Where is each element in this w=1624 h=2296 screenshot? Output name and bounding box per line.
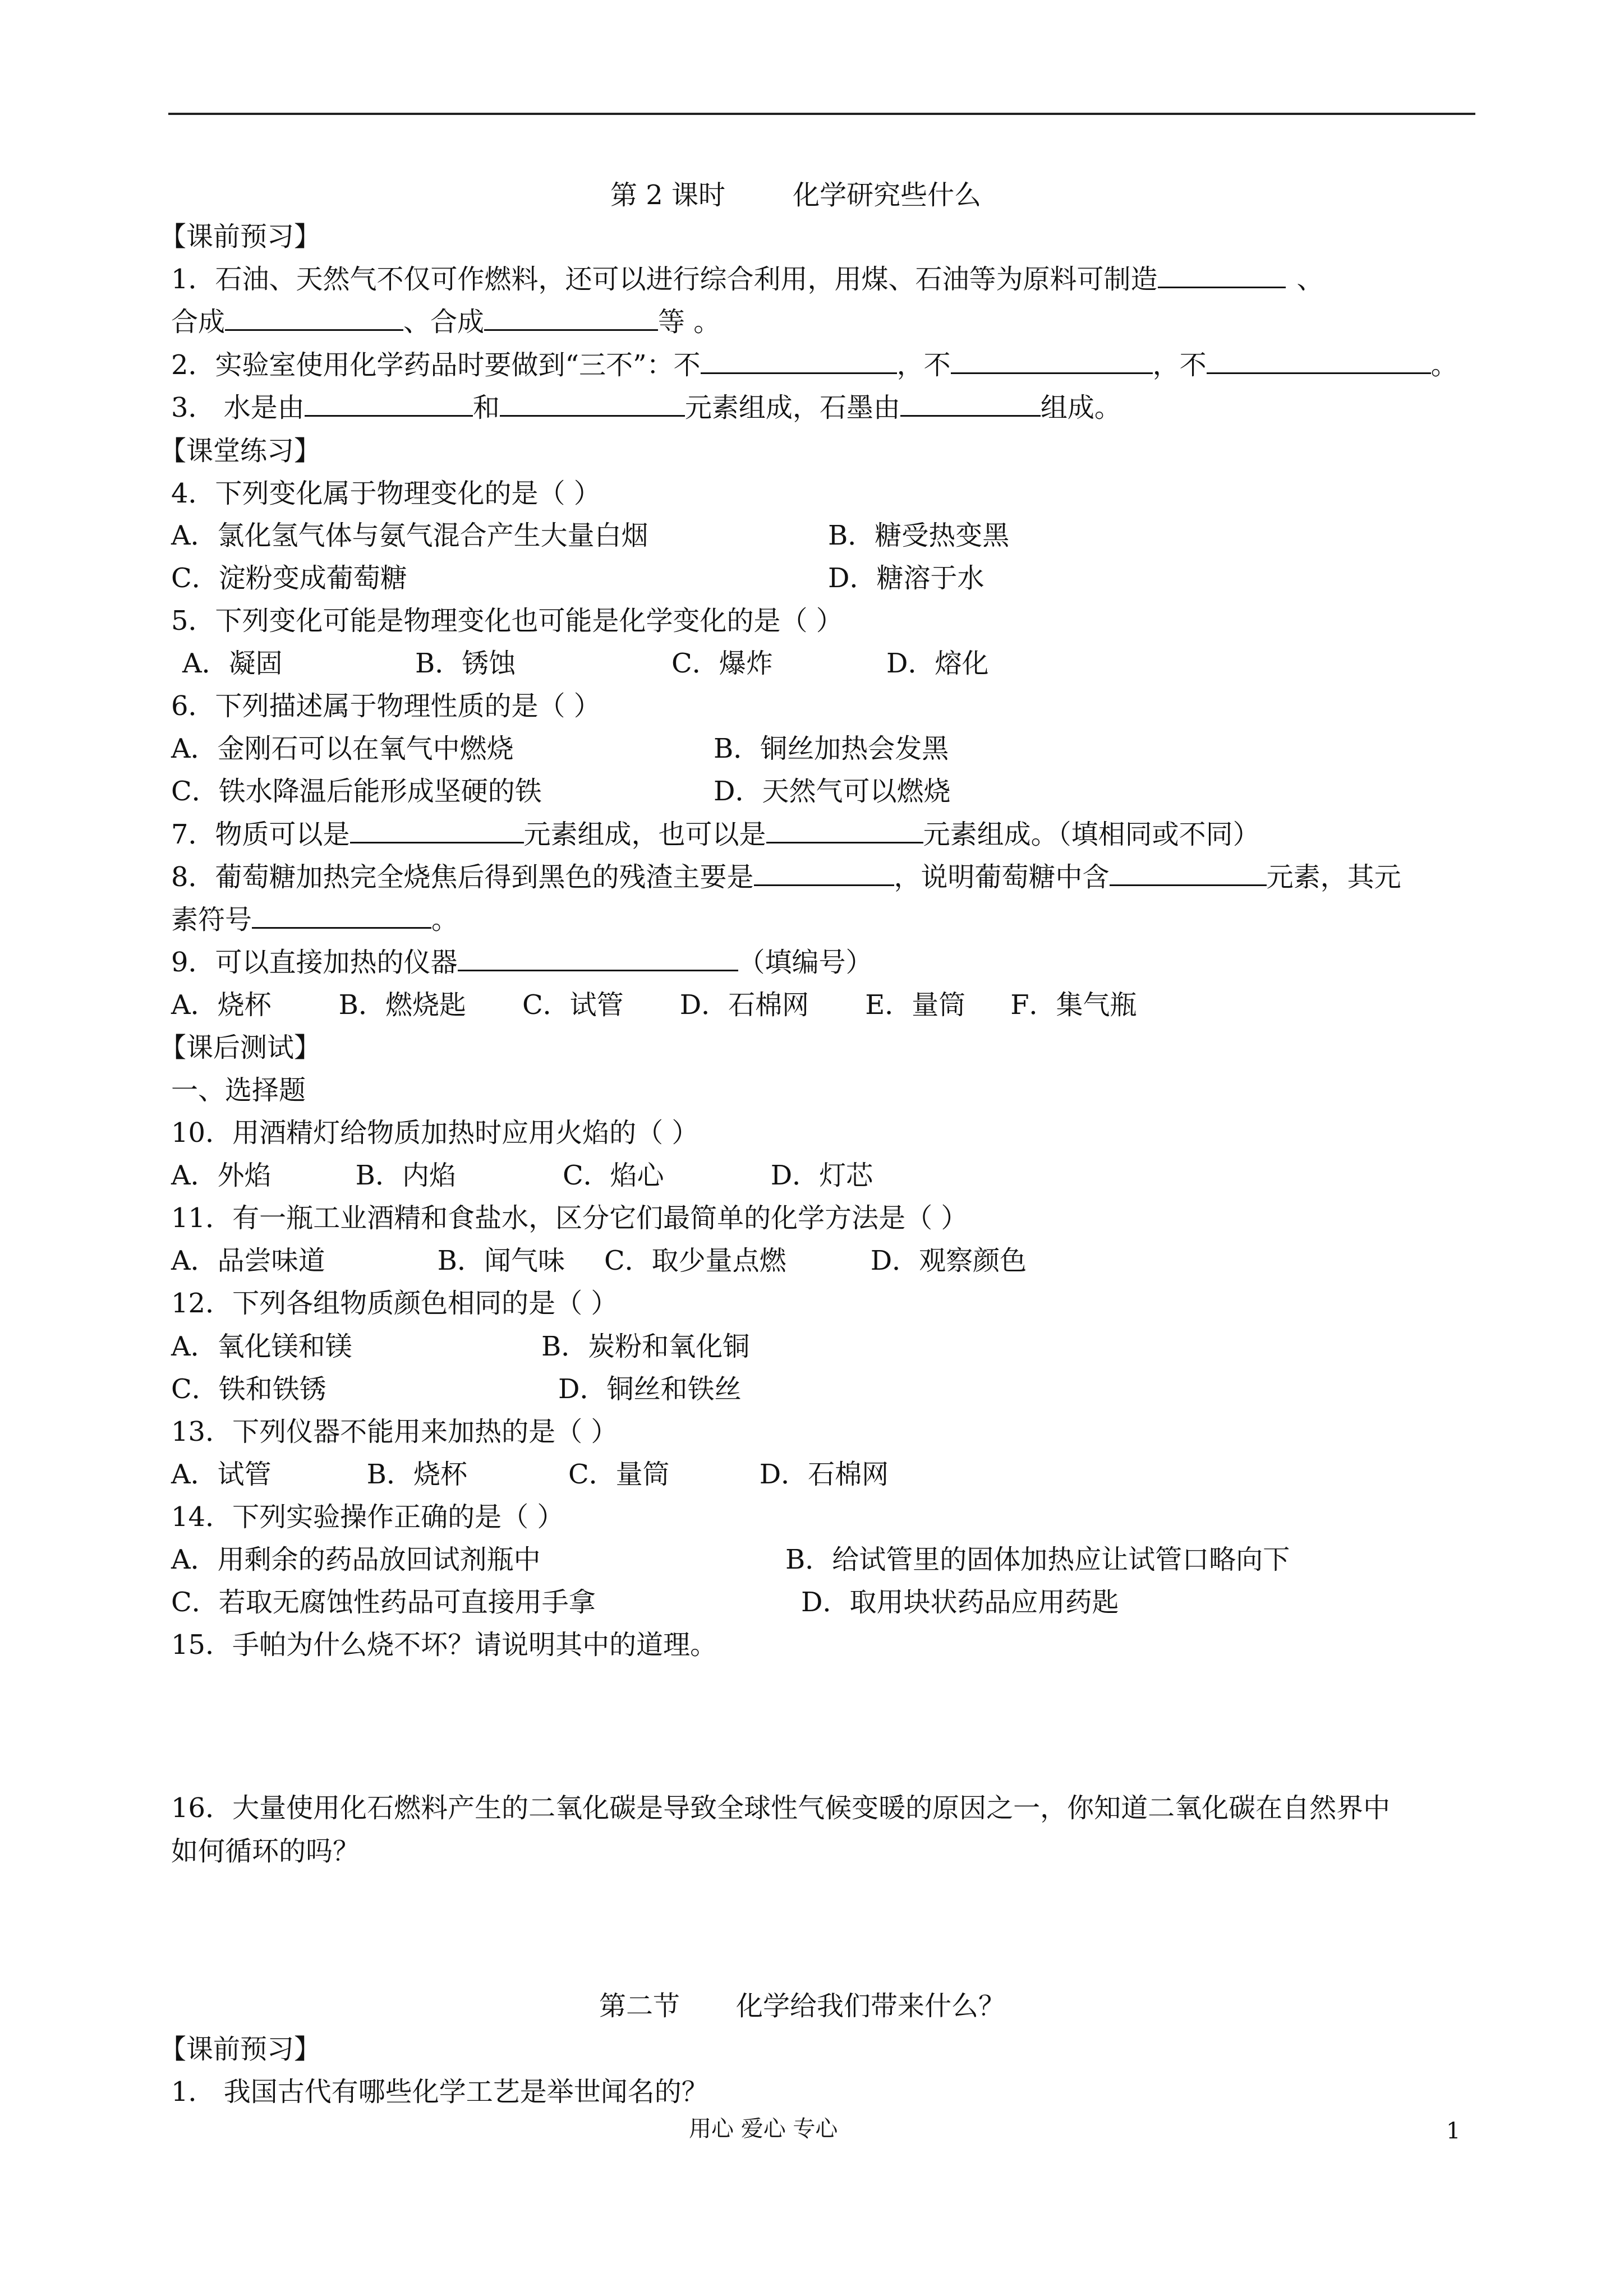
question-16-line-1: 16．大量使用化石燃料产生的二氧化碳是导致全球性气候变暖的原因之一，你知道二氧化碳在自然界中	[171, 1792, 1391, 1824]
question-4-stem: 4．下列变化属于物理变化的是（ ）	[171, 478, 601, 509]
question-7	[171, 817, 1260, 852]
q2-blank-3[interactable]	[1207, 348, 1431, 374]
q9-option-e: E．量筒	[865, 989, 966, 1021]
question-1-line-2	[171, 305, 720, 339]
question-13-stem: 13．下列仪器不能用来加热的是（ ）	[171, 1416, 618, 1447]
q8-blank-3[interactable]	[252, 902, 431, 929]
q1-text-a: 1．石油、天然气不仅可作燃料，还可以进行综合利用，用煤、石油等为原料可制造	[171, 264, 1158, 295]
question-8-line-2	[171, 902, 458, 937]
q1-blank-2[interactable]	[225, 305, 403, 331]
q5-option-a: A．凝固	[182, 648, 283, 679]
q12-option-c: C．铁和铁锈	[171, 1373, 326, 1405]
q2-text-b: ，不	[896, 349, 951, 381]
question-9	[171, 945, 873, 980]
q8-text-a: 8．葡萄糖加热完全烧焦后得到黑色的残渣主要是	[171, 861, 754, 893]
q4-option-a: A．氯化氢气体与氨气混合产生大量白烟	[171, 520, 648, 551]
section-choice: 一、选择题	[171, 1075, 306, 1106]
q12-option-b: B．炭粉和氧化铜	[541, 1331, 750, 1362]
q10-options	[171, 1158, 873, 1193]
section-classwork: 【课堂练习】	[159, 435, 321, 467]
page-number: 1	[1446, 2118, 1461, 2144]
q2-text-c: ，不	[1152, 349, 1207, 381]
question-5-stem: 5．下列变化可能是物理变化也可能是化学变化的是（ ）	[171, 605, 843, 637]
q13-option-d: D．石棉网	[759, 1459, 889, 1490]
q2-text-d: 。	[1430, 349, 1458, 381]
q3-text-a: 3． 水是由	[171, 392, 305, 423]
question-6-stem: 6．下列描述属于物理性质的是（ ）	[171, 690, 601, 722]
question-12-stem: 12．下列各组物质颜色相同的是（ ）	[171, 1288, 618, 1319]
section-homework: 【课后测试】	[159, 1032, 321, 1063]
q7-blank-1[interactable]	[350, 817, 524, 843]
q6-option-b: B．铜丝加热会发黑	[714, 733, 949, 764]
q8-text-e: 。	[431, 904, 459, 935]
q7-text-b: 元素组成，也可以是	[523, 819, 766, 850]
q12-option-d: D．铜丝和铁丝	[558, 1373, 742, 1405]
q14-option-a: A．用剩余的药品放回试剂瓶中	[171, 1544, 541, 1575]
q10-option-d: D．灯芯	[770, 1160, 873, 1191]
q10-option-c: C．焰心	[562, 1160, 664, 1191]
q10-option-a: A．外焰	[171, 1160, 272, 1191]
q1-text-c: 合成	[171, 306, 226, 338]
footer-slogan: 用心 爱心 专心	[689, 2116, 838, 2142]
q9-options	[171, 988, 1137, 1022]
q3-text-c: 元素组成，石墨由	[684, 392, 900, 423]
q8-text-d: 素符号	[171, 904, 252, 935]
question-15: 15．手帕为什么烧不坏？请说明其中的道理。	[171, 1629, 717, 1661]
header-rule	[168, 113, 1475, 115]
q13-option-a: A．试管	[171, 1459, 272, 1490]
section2-preview: 【课前预习】	[159, 2034, 321, 2065]
section2-question-1: 1． 我国古代有哪些化学工艺是举世闻名的？	[171, 2076, 709, 2108]
q14-option-b: B．给试管里的固体加热应让试管口略向下	[785, 1544, 1290, 1575]
q6-option-d: D．天然气可以燃烧	[714, 776, 951, 807]
q5-option-b: B．锈蚀	[415, 648, 516, 679]
q9-option-f: F．集气瓶	[1010, 989, 1137, 1021]
lesson-title	[610, 178, 981, 213]
section2-number: 第二节	[599, 1990, 680, 2022]
q9-option-c: C．试管	[522, 989, 624, 1021]
q7-blank-2[interactable]	[766, 817, 923, 843]
q1-blank-3[interactable]	[484, 305, 658, 331]
q4-option-c: C．淀粉变成葡萄糖	[171, 563, 407, 594]
q11-option-d: D．观察颜色	[870, 1245, 1027, 1276]
q4-option-d: D．糖溶于水	[828, 563, 984, 594]
lesson-number: 第 2 课时	[610, 179, 726, 211]
q12-option-a: A．氧化镁和镁	[171, 1331, 352, 1362]
q3-blank-2[interactable]	[500, 390, 685, 417]
q9-option-b: B．燃烧匙	[338, 989, 466, 1021]
q3-blank-3[interactable]	[900, 390, 1041, 417]
q11-option-a: A．品尝味道	[171, 1245, 325, 1276]
q5-option-d: D．熔化	[886, 648, 989, 679]
q1-text-e: 等 。	[658, 306, 721, 338]
q3-blank-1[interactable]	[305, 390, 473, 417]
q14-option-c: C．若取无腐蚀性药品可直接用手拿	[171, 1587, 596, 1618]
q7-text-a: 7．物质可以是	[171, 819, 350, 850]
q2-text-a: 2．实验室使用化学药品时要做到“三不”：不	[171, 349, 701, 381]
question-1-line-1	[171, 262, 1324, 297]
q9-option-a: A．烧杯	[171, 989, 272, 1021]
q13-option-b: B．烧杯	[366, 1459, 467, 1490]
section2-title	[599, 1989, 1005, 2023]
q13-option-c: C．量筒	[568, 1459, 670, 1490]
q2-blank-2[interactable]	[951, 348, 1153, 374]
q13-options	[171, 1457, 889, 1492]
question-16-line-2: 如何循环的吗？	[171, 1836, 360, 1867]
q11-options	[171, 1243, 1027, 1278]
q4-option-b: B．糖受热变黑	[828, 520, 1010, 551]
q8-blank-1[interactable]	[754, 860, 894, 886]
q8-text-b: ，说明葡萄糖中含	[894, 861, 1110, 893]
question-3	[171, 390, 1121, 425]
q3-text-b: 和	[472, 392, 500, 423]
q10-option-b: B．内焰	[355, 1160, 456, 1191]
question-10-stem: 10．用酒精灯给物质加热时应用火焰的（ ）	[171, 1117, 699, 1149]
question-14-stem: 14．下列实验操作正确的是（ ）	[171, 1501, 564, 1533]
q9-option-d: D．石棉网	[679, 989, 809, 1021]
q11-option-b: B．闻气味	[437, 1245, 565, 1276]
q1-blank-1[interactable]	[1158, 262, 1286, 288]
lesson-topic: 化学研究些什么	[793, 179, 982, 211]
q8-text-c: 元素，其元	[1266, 861, 1401, 893]
q14-option-d: D．取用块状药品应用药匙	[801, 1587, 1119, 1618]
q2-blank-1[interactable]	[701, 348, 897, 374]
question-8-line-1	[171, 860, 1401, 895]
section-preview: 【课前预习】	[159, 221, 321, 252]
question-11-stem: 11．有一瓶工业酒精和食盐水，区分它们最简单的化学方法是（ ）	[171, 1202, 968, 1234]
q11-option-c: C．取少量点燃	[604, 1245, 786, 1276]
section2-topic: 化学给我们带来什么？	[736, 1990, 1006, 2022]
q7-text-c: 元素组成。（填相同或不同）	[923, 819, 1260, 850]
q6-option-a: A．金刚石可以在氧气中燃烧	[171, 733, 514, 764]
q9-blank-1[interactable]	[458, 945, 738, 971]
q8-blank-2[interactable]	[1110, 860, 1267, 886]
q6-option-c: C．铁水降温后能形成坚硬的铁	[171, 776, 542, 807]
q3-text-d: 组成。	[1040, 392, 1121, 423]
q5-option-c: C．爆炸	[671, 648, 773, 679]
question-2	[171, 348, 1458, 382]
q1-text-b: 、	[1296, 264, 1324, 295]
q9-text-b: （填编号）	[738, 947, 873, 978]
q9-text-a: 9．可以直接加热的仪器	[171, 947, 458, 978]
q1-text-d: 、合成	[403, 306, 485, 338]
